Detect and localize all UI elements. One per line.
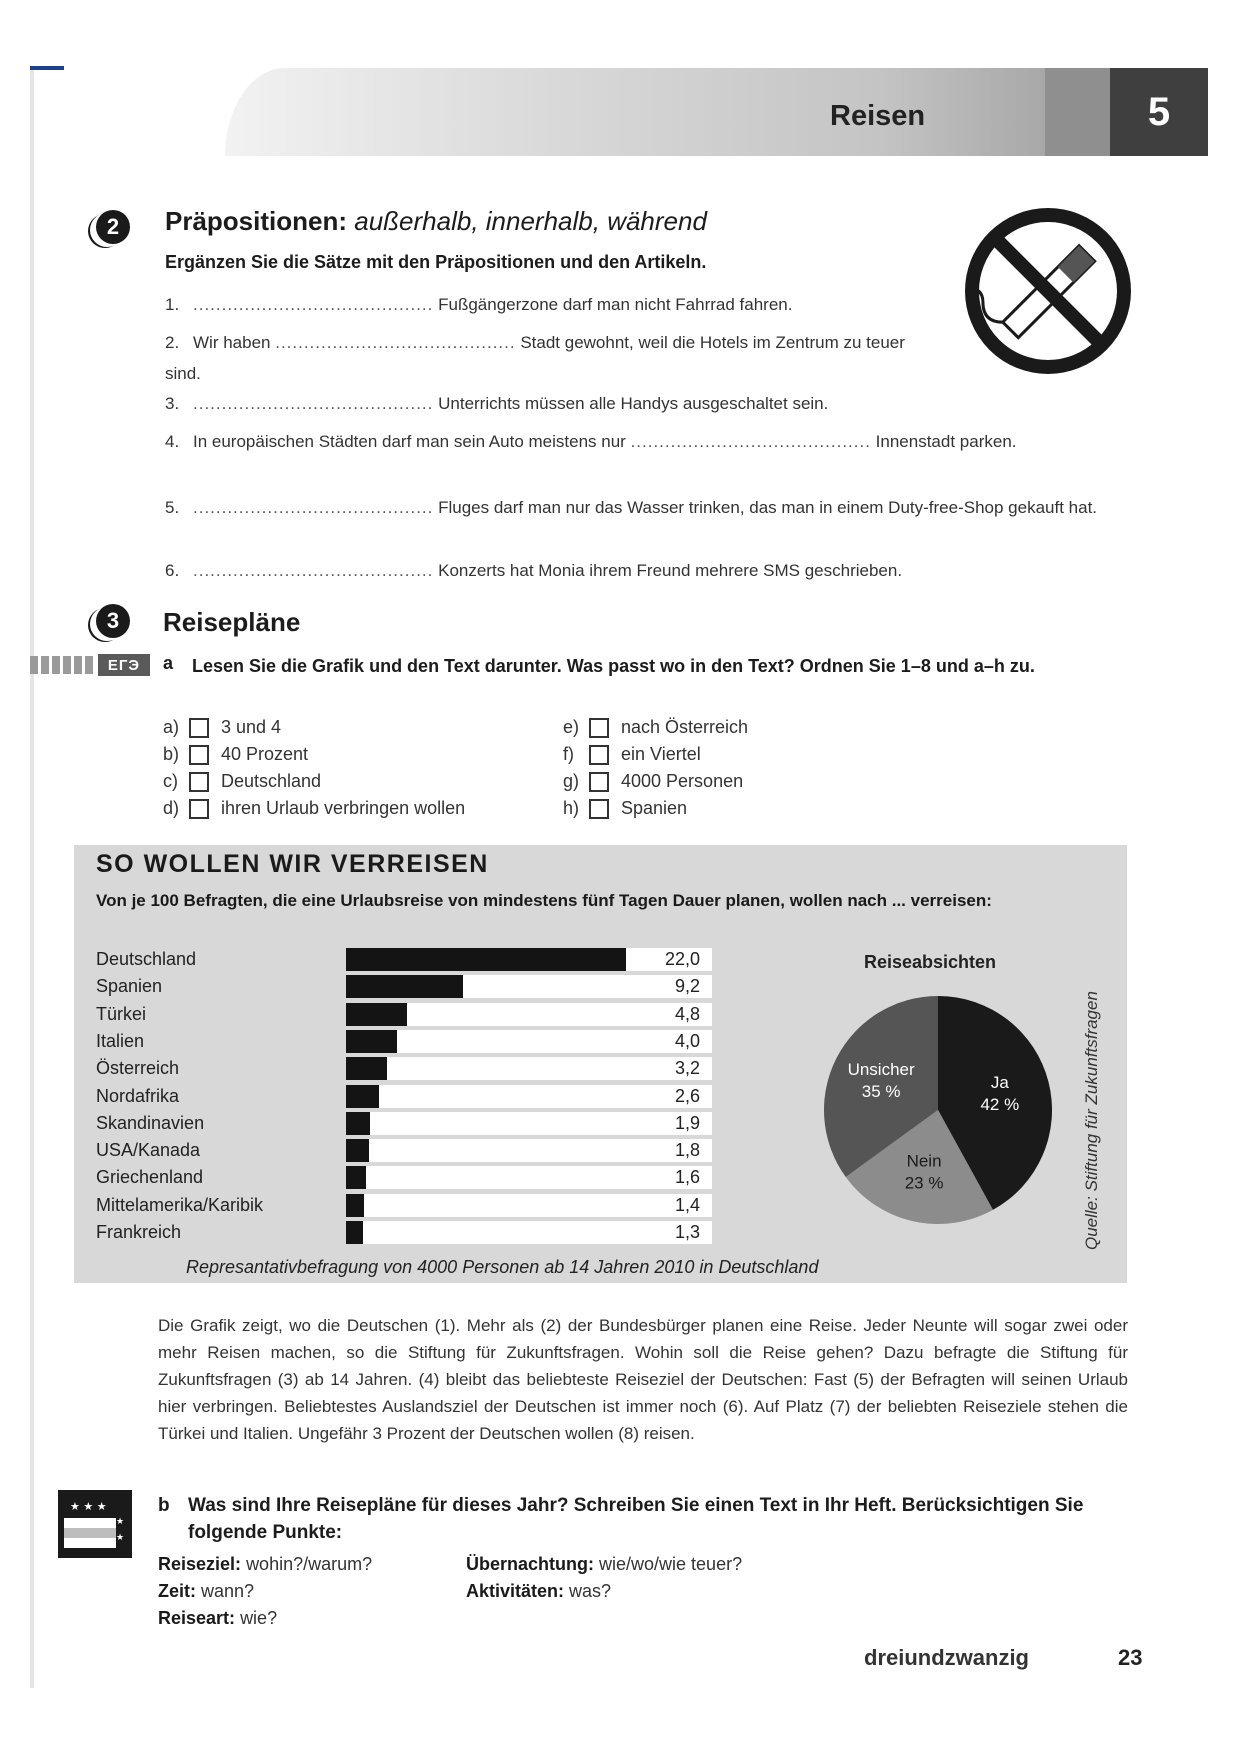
exercise-3-badge: 3 — [96, 604, 130, 638]
sentence-pre: In europäischen Städten darf man sein Auto meistens nur — [193, 432, 626, 451]
option-text: ein Viertel — [621, 744, 701, 764]
pie-slice-value: 42 % — [980, 1095, 1020, 1115]
point-label: Reiseziel: — [158, 1554, 242, 1574]
svg-text:★ ★ ★: ★ ★ ★ — [70, 1500, 107, 1513]
answer-checkbox[interactable] — [589, 772, 609, 792]
bar — [346, 1003, 407, 1026]
blank[interactable]: .......................................... — [193, 295, 434, 314]
option-letter: g) — [563, 771, 580, 791]
ege-badge: ЕГЭ — [98, 654, 150, 676]
point-text: wann? — [201, 1581, 255, 1601]
exercise-2-instruction: Ergänzen Sie die Sätze mit den Präpositionen und den Artikeln. — [165, 252, 707, 272]
answer-checkbox[interactable] — [589, 718, 609, 738]
corner-mark — [30, 66, 64, 70]
pie-title: Reiseabsichten — [864, 952, 997, 972]
sentence-text: Fluges darf man nur das Wasser trinken, das man in einem Duty-free-Shop gekauft hat. — [438, 498, 1098, 517]
pie-slice-value: 35 % — [861, 1082, 901, 1102]
option-d — [163, 795, 465, 822]
options-left — [163, 714, 465, 822]
option-text: nach Österreich — [621, 717, 749, 737]
ege-stripes — [30, 656, 96, 674]
option-g — [563, 768, 748, 795]
sentence-number: 2. — [165, 333, 180, 352]
sentence-5 — [165, 492, 1135, 523]
chart-title: SO WOLLEN WIR VERREISEN — [96, 850, 489, 878]
exercise-2-title-label: Präpositionen: — [165, 206, 348, 236]
point-reiseart — [158, 1608, 277, 1629]
task-b — [158, 1492, 1128, 1546]
option-letter: a) — [163, 717, 180, 737]
chapter-number: 5 — [1110, 68, 1208, 156]
exercise-3-title: Reisepläne — [163, 607, 301, 637]
option-letter: f) — [563, 744, 574, 764]
bar-category-label: Spanien — [96, 976, 163, 997]
bar-category-label: Skandinavien — [96, 1112, 205, 1133]
bar-category-label: Italien — [96, 1030, 145, 1051]
point-text: was? — [569, 1581, 612, 1601]
sentence-text: Unterrichts müssen alle Handys ausgeschaltet sein. — [438, 394, 829, 413]
option-letter: c) — [163, 771, 178, 791]
bar — [346, 975, 463, 998]
answer-checkbox[interactable] — [589, 745, 609, 765]
bar-category-label: Mittelamerika/Karibik — [96, 1194, 264, 1215]
bar-category-label: Frankreich — [96, 1222, 182, 1242]
sentence-2 — [165, 327, 945, 389]
svg-text:★: ★ — [116, 1533, 125, 1543]
sentence-number: 1. — [165, 295, 180, 314]
bar — [346, 1112, 370, 1135]
blank[interactable]: .......................................... — [193, 394, 434, 413]
option-a — [163, 714, 465, 741]
chapter-title: Reisen — [830, 100, 926, 132]
point-uebernachtung — [466, 1554, 742, 1575]
bar — [346, 1194, 364, 1217]
bar-category-label: Griechenland — [96, 1167, 204, 1188]
chapter-header-band-dark — [1045, 68, 1110, 156]
option-letter: h) — [563, 798, 580, 818]
task-a-instruction: Lesen Sie die Grafik und den Text darunter. Was passt wo in den Text? Ordnen Sie 1–8 und a–h zu. — [192, 656, 1035, 676]
options-right — [563, 714, 748, 822]
chart-caption: Represantativbefragung von 4000 Personen ab 14 Jahren 2010 in Deutschland — [186, 1257, 819, 1277]
bar-value-label: 9,2 — [674, 976, 700, 997]
bar — [346, 1030, 397, 1053]
svg-text:★: ★ — [116, 1517, 125, 1527]
exercise-2-badge: 2 — [96, 210, 130, 244]
sentence-3 — [165, 393, 945, 415]
bar-category-label: Deutschland — [96, 949, 197, 969]
bar — [346, 1221, 363, 1244]
option-letter: d) — [163, 798, 180, 818]
sentence-number: 3. — [165, 394, 180, 413]
bar-category-label: Österreich — [96, 1058, 180, 1079]
bar-category-label: USA/Kanada — [96, 1140, 201, 1161]
answer-checkbox[interactable] — [189, 745, 209, 765]
blank[interactable]: .......................................... — [275, 333, 516, 352]
task-b-letter: b — [158, 1495, 170, 1516]
task-a-letter: a — [163, 653, 174, 673]
bar-category-label: Türkei — [96, 1003, 147, 1024]
sentence-text: Innenstadt parken. — [875, 432, 1017, 451]
bar-value-label: 22,0 — [664, 949, 700, 969]
gap-text: Die Grafik zeigt, wo die Deutschen (1). Mehr als (2) der Bundesbürger planen eine Reise. Jeder Neunte will sogar zwei oder mehr Reisen machen, so die Stiftung für Zukunftsfragen. Wohin soll die Reise gehen? Dazu befragte die Stiftung für Zukunftsfragen (3) ab 14 Jahren. (4) bleibt das beliebteste Reiseziel der Deutschen: Fast (5) der Befragten will seinen Urlaub hier verbringen. Beliebtestes Auslandsziel der Deutschen ist immer noch (6). Auf Platz (7) der beliebten Reiseziele stehen die Türkei und Italien. Ungefähr 3 Prozent der Deutschen wollen (8) reisen. — [158, 1316, 1128, 1443]
eu-flag-icon — [58, 1490, 132, 1558]
sentence-number: 4. — [165, 432, 180, 451]
answer-checkbox[interactable] — [189, 799, 209, 819]
blank[interactable]: .......................................... — [193, 561, 434, 580]
option-letter: e) — [563, 717, 580, 737]
option-c — [163, 768, 465, 795]
option-text: 40 Prozent — [221, 744, 309, 764]
pie-chart — [820, 992, 1056, 1228]
page-edge — [30, 68, 34, 1688]
sentence-number: 5. — [165, 498, 180, 517]
option-e — [563, 714, 748, 741]
sentence-text: Stadt gewohnt, weil die Hotels im Zentrum zu teuer sind. — [165, 333, 905, 383]
bar — [346, 1085, 379, 1108]
bar-value-label: 4,8 — [674, 1003, 700, 1024]
bar — [346, 1057, 387, 1080]
blank[interactable]: .......................................... — [630, 432, 871, 451]
bar — [346, 1166, 366, 1189]
option-letter: b) — [163, 744, 180, 764]
option-text: 3 und 4 — [221, 717, 282, 737]
sentence-number: 6. — [165, 561, 180, 580]
point-text: wohin?/warum? — [246, 1554, 373, 1574]
answer-checkbox[interactable] — [189, 718, 209, 738]
page-number-word: dreiundzwanzig — [864, 1645, 1029, 1670]
point-text: wie/wo/wie teuer? — [599, 1554, 743, 1574]
sentence-text: Fußgängerzone darf man nicht Fahrrad fahren. — [438, 295, 793, 314]
exercise-2-title-words: außerhalb, innerhalb, während — [354, 206, 707, 236]
pie-slice-label: Nein — [906, 1151, 942, 1171]
bar-value-label: 3,2 — [674, 1058, 700, 1079]
bar-value-label: 1,6 — [674, 1167, 700, 1188]
point-reiseziel — [158, 1554, 372, 1575]
bar-value-label: 1,8 — [674, 1140, 700, 1161]
option-b — [163, 741, 465, 768]
answer-checkbox[interactable] — [189, 772, 209, 792]
option-h — [563, 795, 748, 822]
pie-slice-label: Ja — [990, 1073, 1009, 1093]
sentence-4 — [165, 426, 1135, 457]
point-text: wie? — [240, 1608, 278, 1628]
option-f — [563, 741, 748, 768]
bar-value-label: 2,6 — [674, 1085, 700, 1106]
bar-value-label: 1,4 — [674, 1194, 700, 1215]
bar-value-label: 1,9 — [674, 1112, 700, 1133]
point-label: Reiseart: — [158, 1608, 236, 1628]
pie-slice-value: 23 % — [904, 1173, 944, 1193]
point-aktivitaeten — [466, 1581, 611, 1602]
point-zeit — [158, 1581, 254, 1602]
exercise-2-title — [165, 206, 707, 237]
point-label: Zeit: — [158, 1581, 196, 1601]
option-text: Spanien — [621, 798, 688, 818]
task-b-instruction: Was sind Ihre Reisepläne für dieses Jahr? Schreiben Sie einen Text in Ihr Heft. Berücksichtigen Sie folgende Punkte: — [188, 1495, 1084, 1543]
bar-value-label: 4,0 — [674, 1030, 700, 1051]
answer-checkbox[interactable] — [589, 799, 609, 819]
chart-subtitle: Von je 100 Befragten, die eine Urlaubsreise von mindestens fünf Tagen Dauer planen, wollen nach ... verreisen: — [96, 891, 992, 910]
page-number: 23 — [1118, 1645, 1143, 1670]
bar — [346, 1139, 369, 1162]
option-text: 4000 Personen — [621, 771, 744, 791]
sentence-pre: Wir haben — [193, 333, 271, 352]
point-label: Aktivitäten: — [466, 1581, 565, 1601]
chart-source: Quelle: Stiftung für Zukunftsfragen — [1082, 991, 1101, 1250]
blank[interactable]: .......................................... — [193, 498, 434, 517]
option-text: Deutschland — [221, 771, 322, 791]
bar-category-label: Nordafrika — [96, 1085, 180, 1106]
sentence-1 — [165, 294, 945, 316]
sentence-text: Konzerts hat Monia ihrem Freund mehrere SMS geschrieben. — [438, 561, 903, 580]
pie-slice-label: Unsicher — [847, 1060, 915, 1080]
option-text: ihren Urlaub verbringen wollen — [221, 798, 466, 818]
no-smoking-sign-icon — [960, 203, 1136, 379]
sentence-6 — [165, 560, 1135, 582]
point-label: Übernachtung: — [466, 1554, 594, 1574]
bar — [346, 948, 626, 971]
bar-value-label: 1,3 — [674, 1222, 700, 1242]
